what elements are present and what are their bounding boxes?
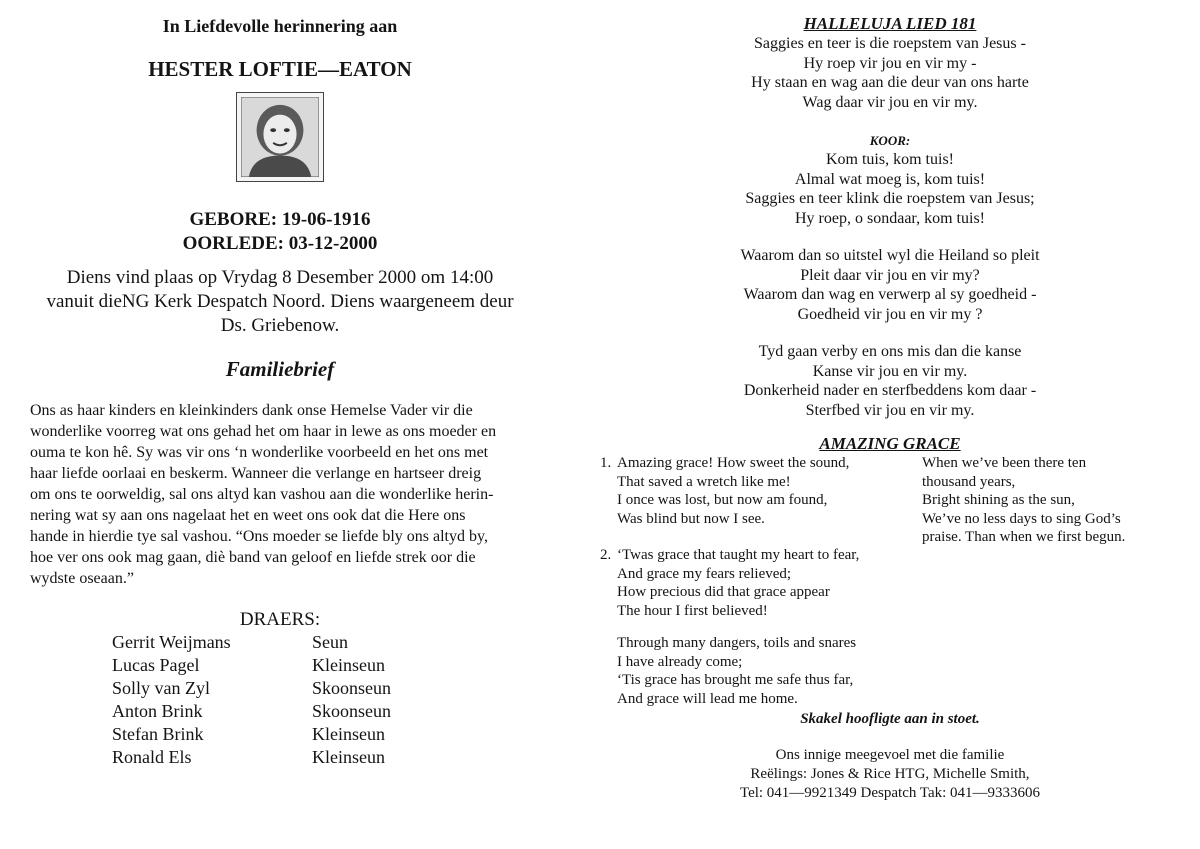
hymn-verse-1 — [600, 34, 1180, 112]
ag-line: I once was lost, but now am found, — [617, 492, 828, 508]
portrait-wrapper — [30, 92, 530, 182]
chorus-label: KOOR: — [869, 133, 911, 148]
verse-number: 1. — [600, 455, 612, 471]
pallbearer-name: Lucas Pagel — [112, 655, 200, 675]
ag-line: And grace my fears relieved; — [617, 565, 792, 582]
ag-line: We’ve no less days to sing God’s — [922, 510, 1121, 527]
ag-line: Amazing grace! How sweet the sound, — [617, 455, 850, 471]
verse-number: 2. — [600, 547, 612, 563]
ag-verse-3 — [617, 634, 917, 708]
ag-line: Bright shining as the sun, — [922, 492, 1075, 508]
pallbearer-name: Ronald Els — [112, 747, 192, 767]
ag-line: I have already come; — [617, 653, 743, 670]
ag-line: Through many dangers, toils and snares — [617, 635, 857, 651]
hymn-line: Saggies en teer is die roepstem van Jesus - — [754, 35, 1026, 52]
pallbearer-relation: Skoonseun — [312, 678, 392, 698]
hymn-verse-3 — [600, 342, 1180, 420]
hymn-line: Pleit daar vir jou en vir my? — [800, 266, 980, 284]
pallbearers-title: DRAERS: — [239, 609, 321, 630]
ag-line: praise. Than when we first begun. — [922, 529, 1126, 545]
hymn-line: Waarom dan wag en verwerp al sy goedheid - — [743, 286, 1037, 303]
hymn-line: Almal wat moeg is, kom tuis! — [794, 170, 986, 188]
dates — [30, 208, 530, 256]
deceased-name: HESTER LOFTIE—EATON — [148, 57, 412, 81]
hymn-line: Hy roep vir jou en vir my - — [803, 54, 977, 72]
phone-line: Tel: 041—9921349 Despatch Tak: 041—9333606 — [739, 785, 1041, 801]
ag-line: Was blind but now I see. — [617, 510, 765, 527]
arrangements-line: Reëlings: Jones & Rice HTG, Michelle Smith, — [750, 766, 1030, 782]
hymn-line: Hy roep, o sondaar, kom tuis! — [795, 209, 985, 227]
hymn-verse-2 — [600, 246, 1180, 324]
birth-date: GEBORE: 19-06-1916 — [189, 209, 371, 230]
ag-line: That saved a wretch like me! — [617, 473, 791, 490]
pallbearer-name: Gerrit Weijmans — [112, 632, 231, 652]
death-date: OORLEDE: 03-12-2000 — [182, 233, 378, 254]
ag-verse-2 — [600, 546, 920, 620]
amazing-grace-lyrics — [600, 454, 1180, 734]
hymn-line: Kanse vir jou en vir my. — [812, 362, 968, 380]
hymn-line: Goedheid vir jou en vir my ? — [797, 305, 983, 323]
pallbearer-name: Anton Brink — [112, 701, 203, 721]
hymn-line: Tyd gaan verby en ons mis dan die kanse — [758, 343, 1022, 360]
ag-line: thousand years, — [922, 473, 1016, 490]
service-line: Ds. Griebenow. — [220, 315, 340, 336]
ag-verse-right — [922, 454, 1172, 547]
amazing-grace-title: AMAZING GRACE — [819, 434, 961, 453]
pallbearer-relation: Kleinseun — [312, 655, 385, 675]
condolence-block — [600, 746, 1180, 803]
right-page — [600, 14, 1180, 803]
headlights-notice: Skakel hoofligte aan in stoet. — [800, 711, 980, 727]
family-letter-body: Ons as haar kinders en kleinkinders dank onse Hemelse Vader vir die wonderlike voorreg wat ons gehad het om haar in lewe as ons moeder en ouma te kon hê. Sy was vir ons ‘n wonderlike voorbeeld en het ons met haar liefde oorlaai en beskerm. Wanneer die verlange en hartseer dreig om ons te oorweldig, sal ons altyd kan vashou aan die wonderlike herin- nering wat sy aan ons nagelaat het en weet ons ook dat die Here ons hande in hierdie tye sal vashou. “Ons moeder se liefde bly ons altyd by, hoe ver ons ook mag gaan, diè band van geloof en liefde strek oor die wydste oseaan.” — [30, 402, 497, 587]
ag-line: How precious did that grace appear — [617, 584, 830, 600]
ag-line: The hour I first believed! — [617, 602, 768, 619]
pallbearers-list — [112, 631, 530, 769]
left-page — [30, 14, 530, 769]
hymn-line: Donkerheid nader en sterfbeddens kom daar - — [743, 382, 1037, 399]
hymn-line: Hy staan en wag aan die deur van ons harte — [751, 74, 1029, 91]
hymn-line: Kom tuis, kom tuis! — [825, 151, 954, 168]
intro-line: In Liefdevolle herinnering aan — [162, 16, 398, 36]
pallbearer-relation: Kleinseun — [312, 747, 385, 767]
portrait-photo — [236, 92, 324, 182]
portrait-image — [241, 97, 319, 177]
service-line: vanuit dieNG Kerk Despatch Noord. Diens waargeneem deur — [46, 291, 514, 312]
service-line: Diens vind plaas op Vrydag 8 Desember 2000 om 14:00 — [66, 267, 494, 288]
hymn-line: Sterfbed vir jou en vir my. — [805, 401, 975, 419]
hymn-line: Waarom dan so uitstel wyl die Heiland so pleit — [740, 247, 1040, 264]
hymn-line: Saggies en teer klink die roepstem van Jesus; — [745, 190, 1035, 207]
hymn-line: Wag daar vir jou en vir my. — [802, 93, 978, 111]
condolence-line: Ons innige meegevoel met die familie — [775, 747, 1005, 763]
pallbearer-relation: Skoonseun — [312, 701, 392, 721]
ag-line: ‘Twas grace that taught my heart to fear, — [617, 547, 860, 563]
pallbearer-name: Stefan Brink — [112, 724, 204, 744]
service-info — [30, 266, 530, 338]
hymn-chorus — [600, 150, 1180, 228]
pallbearer-relation: Seun — [312, 632, 348, 652]
ag-line: When we’ve been there ten — [922, 455, 1087, 471]
ag-verse-1 — [600, 454, 920, 528]
hymn-title: HALLELUJA LIED 181 — [803, 14, 977, 33]
ag-line: ‘Tis grace has brought me safe thus far, — [617, 672, 854, 688]
pallbearer-name: Solly van Zyl — [112, 678, 210, 698]
family-letter-title: Familiebrief — [225, 357, 335, 381]
pallbearer-relation: Kleinseun — [312, 724, 385, 744]
ag-line: And grace will lead me home. — [617, 690, 798, 707]
